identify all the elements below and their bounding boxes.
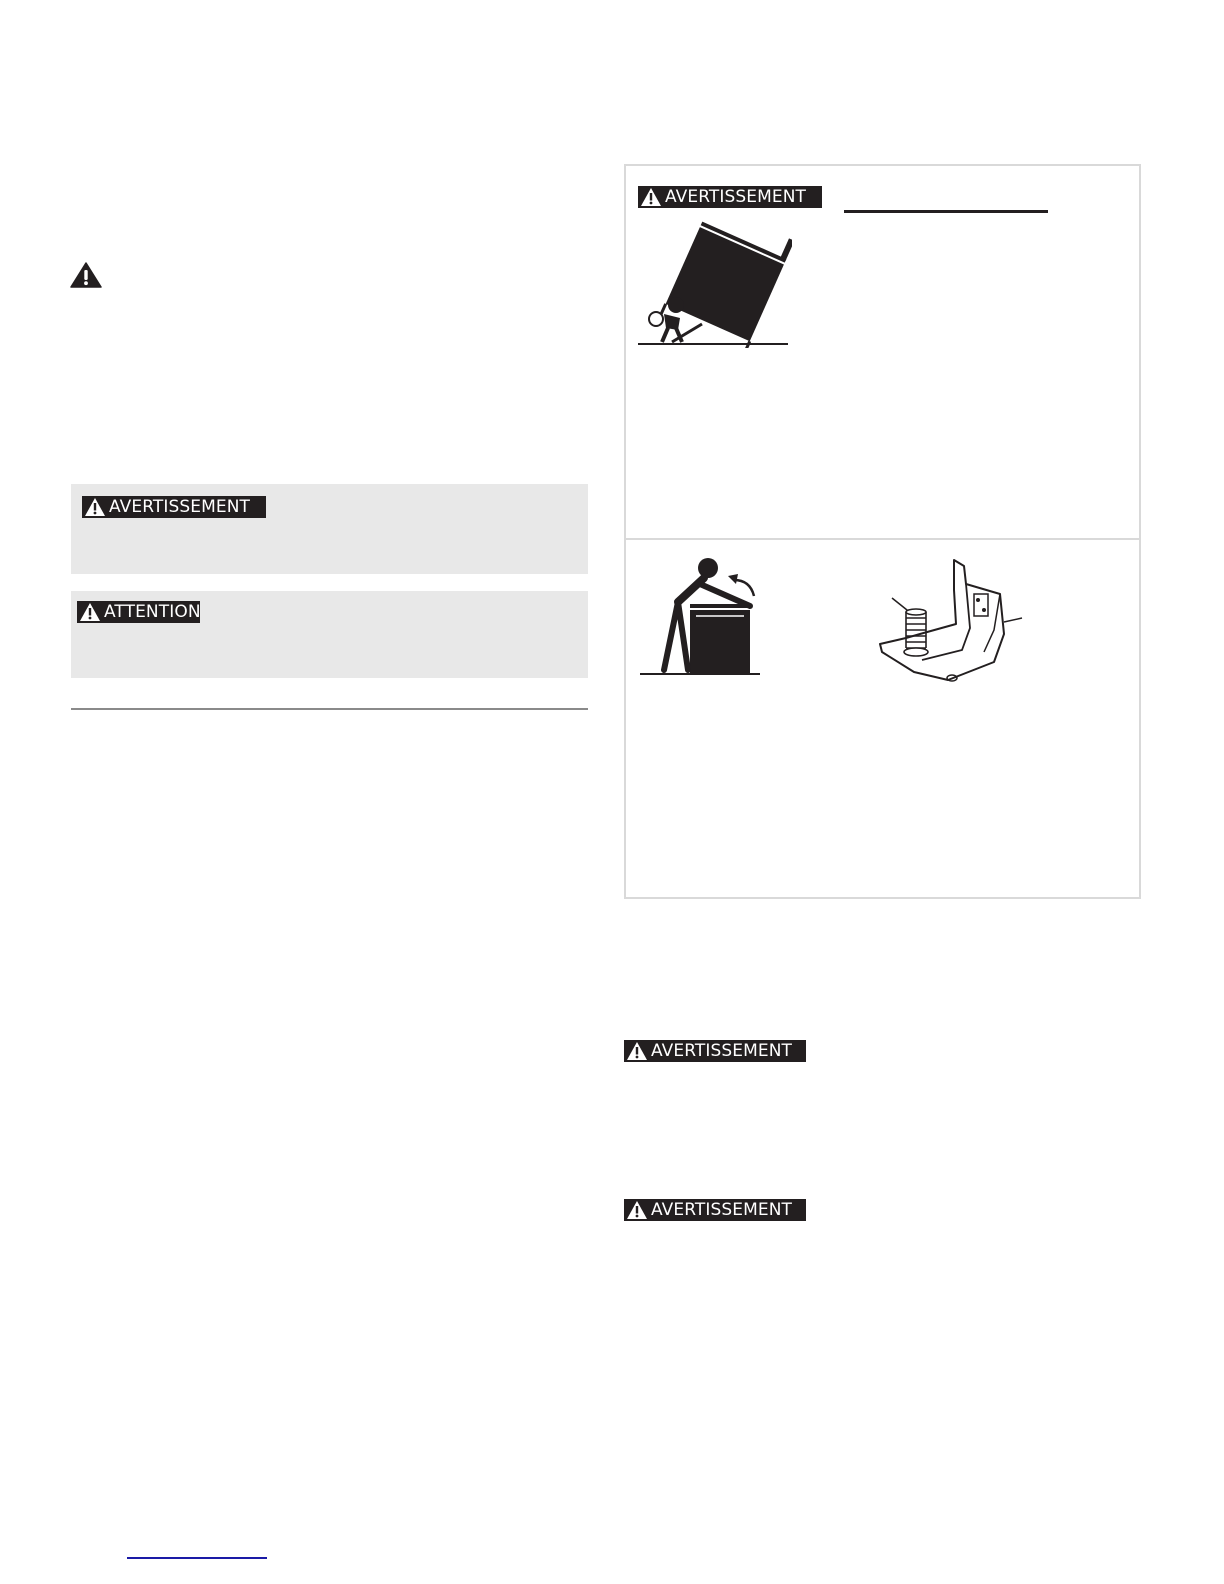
caution-callout-box bbox=[71, 591, 588, 678]
section-divider bbox=[71, 708, 588, 710]
tip-over-warning-badge-label: AVERTISSEMENT bbox=[665, 187, 807, 207]
warning-badge-label: AVERTISSEMENT bbox=[109, 497, 251, 517]
warning-triangle-icon bbox=[626, 1200, 648, 1220]
warning-badge-standalone-1 bbox=[624, 1040, 806, 1062]
warning-triangle-icon bbox=[84, 497, 106, 517]
caution-badge-label: ATTENTION bbox=[104, 602, 201, 622]
warning-triangle-icon bbox=[626, 1041, 648, 1061]
warning-badge-label: AVERTISSEMENT bbox=[651, 1200, 793, 1220]
caution-badge bbox=[77, 601, 200, 623]
safety-alert-icon bbox=[70, 262, 102, 288]
warning-badge-standalone-2 bbox=[624, 1199, 806, 1221]
warning-badge bbox=[82, 496, 266, 518]
tip-over-warning-badge bbox=[638, 186, 822, 208]
warning-triangle-icon bbox=[640, 187, 662, 207]
anti-tip-bracket-illustration bbox=[866, 554, 1032, 684]
tip-over-heading-underline bbox=[844, 210, 1048, 213]
caution-triangle-icon bbox=[79, 602, 101, 622]
tip-over-warning-panel bbox=[624, 164, 1141, 899]
panel-section-divider bbox=[626, 538, 1139, 540]
warning-callout-box bbox=[71, 484, 588, 574]
check-anti-tip-illustration bbox=[638, 554, 764, 678]
footer-link-underline[interactable] bbox=[127, 1557, 267, 1559]
warning-badge-label: AVERTISSEMENT bbox=[651, 1041, 793, 1061]
range-tip-over-illustration bbox=[636, 216, 792, 348]
